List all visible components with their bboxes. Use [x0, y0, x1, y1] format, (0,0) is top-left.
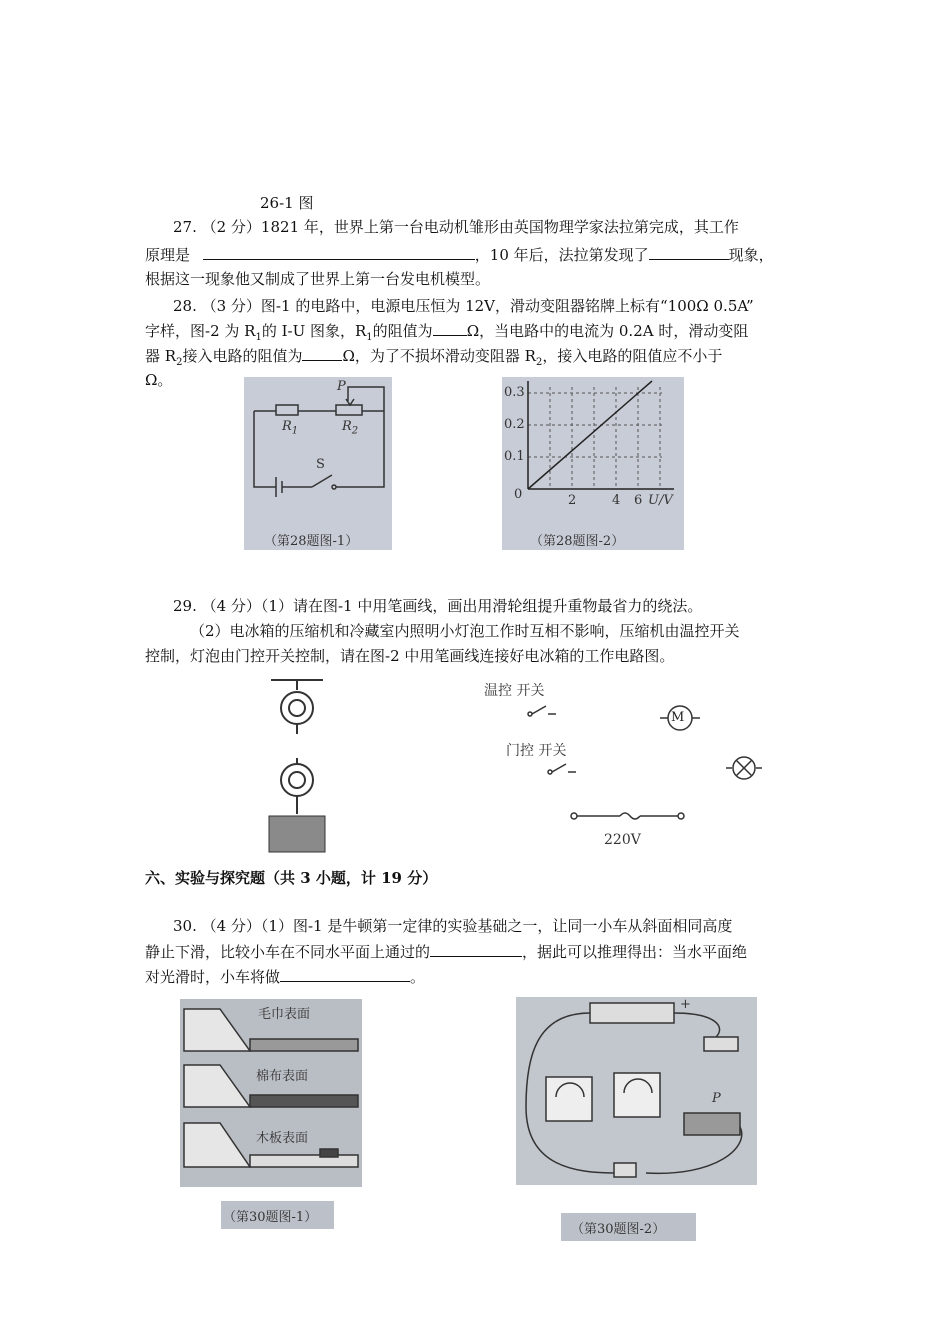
x-tick-6: 6: [634, 493, 643, 508]
surface-cotton: 棉布表面: [256, 1069, 309, 1084]
door-switch-label: 门控 开关: [506, 743, 567, 759]
q28-line2: [145, 320, 748, 348]
fig30-1-inclines: [180, 999, 362, 1187]
fig30-1-caption: （第30题图-1）: [223, 1210, 318, 1225]
q27-text-c: 现象，: [728, 246, 774, 264]
y-tick-0-1: 0.1: [504, 449, 525, 464]
fig28-1-circuit: [244, 377, 392, 550]
fig28-2-caption: （第28题图-2）: [530, 534, 625, 549]
q28-l2-b: 的 I-U 图象，R: [261, 322, 367, 340]
q28-line3: [145, 345, 722, 373]
label-s: S: [316, 457, 325, 472]
q27-line2: [145, 244, 774, 265]
fig26-caption: 26-1 图: [260, 194, 314, 212]
q28-sub-1b: 1: [366, 332, 373, 343]
q28-sub-2a: 2: [176, 357, 183, 368]
q30-l3-b: 。: [410, 968, 426, 986]
fig28-2-graph: [502, 377, 684, 550]
q29-line1: 29. （4 分）（1）请在图-1 中用笔画线，画出用滑轮组提升重物最省力的绕法。: [173, 597, 703, 615]
q27-text-b: ，10 年后，法拉第发现了: [474, 246, 649, 264]
fig30-2-circuit: [516, 997, 757, 1185]
label-plus: +: [680, 997, 691, 1012]
fig29-1-pulley: [265, 676, 329, 856]
fridge-circuit-symbols: [480, 676, 780, 856]
q30-l2-b: ，据此可以推理得出：当水平面绝: [522, 943, 748, 961]
q28-l3-d: ，接入电路的阻值应不小于: [542, 347, 723, 365]
temp-switch-label: 温控 开关: [484, 683, 545, 699]
q27-line1: 27. （2 分）1821 年，世界上第一台电动机雏形由英国物理学家法拉第完成，其工作: [173, 218, 739, 236]
q28-sub-1a: 1: [255, 332, 262, 343]
q30-answer-blank-1[interactable]: [430, 941, 522, 957]
q28-answer-blank-1[interactable]: [433, 320, 467, 336]
origin-label: 0: [514, 487, 523, 502]
y-tick-0-3: 0.3: [504, 385, 525, 400]
x-tick-2: 2: [568, 493, 577, 508]
label-r2: [342, 419, 358, 437]
label-r2-text: R: [342, 419, 352, 434]
q29-line2: （2）电冰箱的压缩机和冷藏室内照明小灯泡工作时互相不影响，压缩机由温控开关: [190, 622, 740, 640]
label-r1: [282, 419, 298, 437]
q30-l2-a: 静止下滑，比较小车在不同水平面上通过的: [145, 943, 431, 961]
q27-line3: 根据这一现象他又制成了世界上第一台发电机模型。: [145, 270, 491, 288]
motor-label: M: [671, 710, 685, 725]
fig30-2-caption-box: [561, 1213, 696, 1241]
rheostat-label-p: P: [712, 1091, 721, 1106]
surface-towel: 毛巾表面: [258, 1007, 311, 1022]
q27-text-a: 原理是: [145, 246, 191, 264]
fig30-1-caption-box: [221, 1201, 334, 1229]
q28-l3-b: 接入电路的阻值为: [182, 347, 303, 365]
iu-graph: [502, 377, 684, 550]
fig28-1-caption: （第28题图-1）: [264, 534, 359, 549]
q27-answer-blank-2[interactable]: [649, 244, 729, 260]
q30-l3-a: 对光滑时，小车将做: [145, 968, 281, 986]
q28-answer-blank-2[interactable]: [302, 345, 342, 361]
q30-answer-blank-2[interactable]: [280, 966, 410, 982]
surface-wood: 木板表面: [256, 1131, 309, 1146]
q28-line4: Ω。: [145, 371, 173, 389]
label-r1-text: R: [282, 419, 292, 434]
q30-line3: [145, 966, 425, 987]
q29-line3: 控制，灯泡由门控开关控制，请在图-2 中用笔画线连接好电冰箱的工作电路图。: [145, 647, 675, 665]
y-tick-0-2: 0.2: [504, 417, 525, 432]
fig29-2-fridge-circuit: [480, 676, 780, 856]
x-tick-4: 4: [612, 493, 621, 508]
q27-answer-blank-1[interactable]: [203, 244, 475, 260]
q28-l3-a: 器 R: [145, 347, 177, 365]
q28-l2-d: Ω，当电路中的电流为 0.2A 时，滑动变阻: [466, 322, 749, 340]
section-6-heading: 六、实验与探究题（共 3 小题，计 19 分）: [145, 869, 438, 887]
pulley-diagram: [265, 676, 329, 856]
q28-sub-2b: 2: [535, 357, 543, 368]
label-r2-sub: 2: [351, 425, 359, 437]
q30-line1: 30. （4 分）（1）图-1 是牛顿第一定律的实验基础之一，让同一小车从斜面相同高度: [173, 917, 733, 935]
q28-l2-a: 字样，图-2 为 R: [145, 322, 256, 340]
fig30-2-caption: （第30题图-2）: [571, 1222, 666, 1237]
incline-diagram: [180, 999, 362, 1187]
q28-l3-c: Ω，为了不损坏滑动变阻器 R: [342, 347, 536, 365]
q30-line2: [145, 941, 747, 962]
label-p: P: [337, 379, 346, 394]
label-r1-sub: 1: [291, 425, 299, 437]
q28-l2-c: 的阻值为: [372, 322, 433, 340]
iu-line: [528, 381, 652, 489]
voltage-label: 220V: [604, 832, 641, 848]
x-unit: U/V: [648, 493, 673, 508]
q28-line1: 28. （3 分）图-1 的电路中，电源电压恒为 12V，滑动变阻器铭牌上标有“100Ω 0.5A”: [173, 297, 754, 315]
